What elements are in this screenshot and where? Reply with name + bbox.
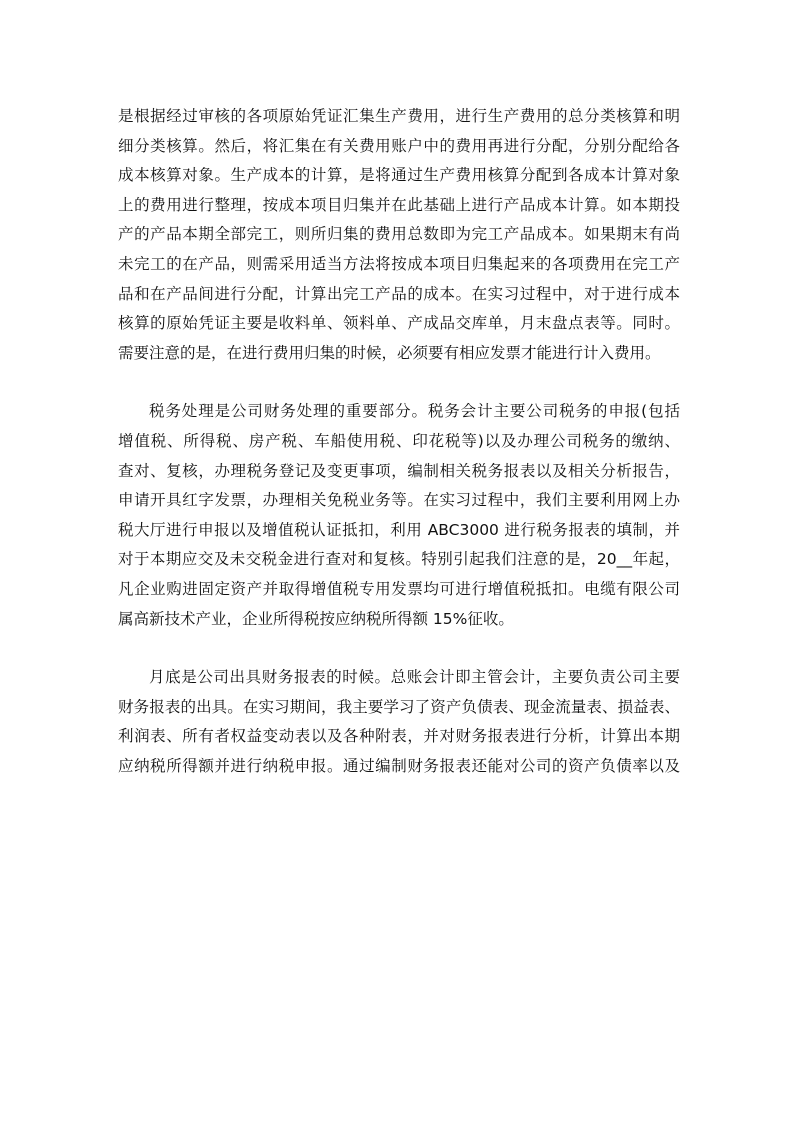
text-line: 税大厅进行申报以及增值税认证抵扣，利用 ABC3000 进行税务报表的填制，并 — [118, 520, 680, 539]
text-line: 需要注意的是，在进行费用归集的时候，必须要有相应发票才能进行计入费用。 — [118, 343, 661, 362]
text-line: 对于本期应交及未交税金进行查对和复核。特别引起我们注意的是，20__年起， — [118, 550, 680, 569]
text-line: 申请开具红字发票，办理相关免税业务等。在实习过程中，我们主要利用网上办 — [118, 491, 680, 510]
text-line: 上的费用进行整理，按成本项目归集并在此基础上进行产品成本计算。如本期投 — [118, 195, 680, 214]
text-line: 品和在产品间进行分配，计算出完工产品的成本。在实习过程中，对于进行成本 — [118, 284, 680, 303]
text-line: 查对、复核，办理税务登记及变更事项，编制相关税务报表以及相关分析报告， — [118, 461, 680, 480]
text-line: 是根据经过审核的各项原始凭证汇集生产费用，进行生产费用的总分类核算和明 — [118, 107, 680, 125]
text-line: 产的产品本期全部完工，则所归集的费用总数即为完工产品成本。如果期末有尚 — [118, 225, 680, 244]
paragraph-tax-processing — [118, 397, 680, 634]
text-line: 月底是公司出具财务报表的时候。总账会计即主管会计，主要负责公司主要 — [149, 668, 680, 687]
text-line: 应纳税所得额并进行纳税申报。通过编制财务报表还能对公司的资产负债率以及 — [118, 756, 680, 775]
text-line: 税务处理是公司财务处理的重要部分。税务会计主要公司税务的申报(包括 — [149, 402, 680, 421]
text-line: 细分类核算。然后，将汇集在有关费用账户中的费用再进行分配，分别分配给各 — [118, 136, 680, 155]
text-line: 增值税、所得税、房产税、车船使用税、印花税等)以及办理公司税务的缴纳、 — [118, 431, 680, 450]
document-body — [118, 102, 680, 810]
text-line: 财务报表的出具。在实习期间，我主要学习了资产负债表、现金流量表、损益表、 — [118, 697, 680, 716]
text-line: 未完工的在产品，则需采用适当方法将按成本项目归集起来的各项费用在完工产 — [118, 254, 680, 273]
text-line: 核算的原始凭证主要是收料单、领料单、产成品交库单，月末盘点表等。同时。 — [118, 314, 680, 333]
paragraph-financial-statements — [118, 663, 680, 781]
text-line: 属高新技术产业，企业所得税按应纳税所得额 15%征收。 — [118, 609, 514, 628]
paragraph-cost-accounting — [118, 102, 680, 368]
text-line: 成本核算对象。生产成本的计算，是将通过生产费用核算分配到各成本计算对象 — [118, 166, 680, 185]
text-line: 凡企业购进固定资产并取得增值税专用发票均可进行增值税抵扣。电缆有限公司 — [118, 579, 680, 598]
text-line: 利润表、所有者权益变动表以及各种附表，并对财务报表进行分析，计算出本期 — [118, 727, 680, 746]
